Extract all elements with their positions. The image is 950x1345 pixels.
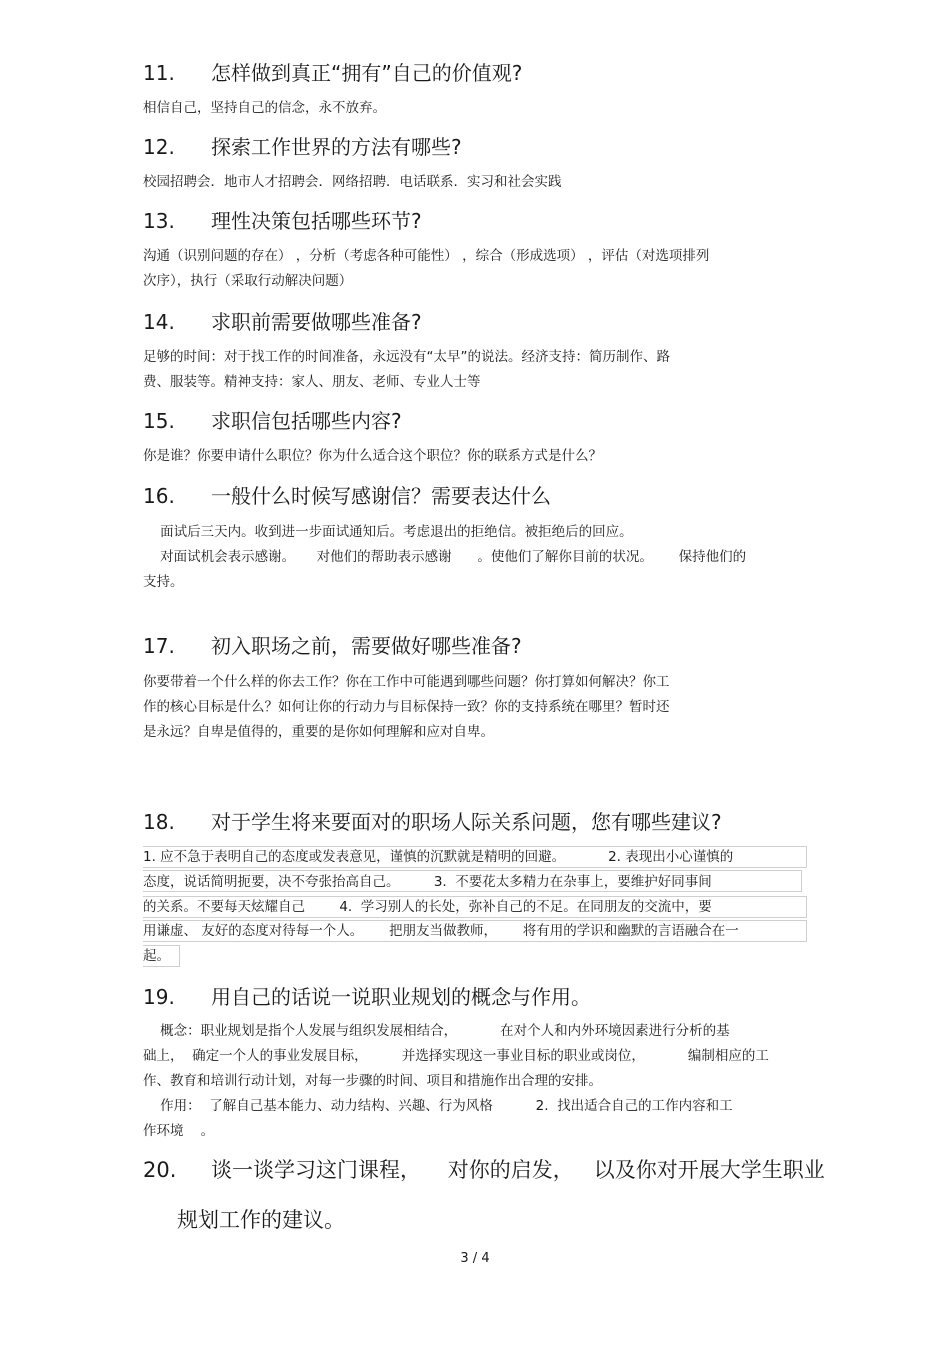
question-number: 16.: [143, 484, 175, 508]
answer-line: 校园招聘会．地市人才招聘会．网络招聘．电话联系．实习和社会实践: [143, 174, 562, 190]
answer-line: 次序），执行（采取行动解决问题）: [143, 273, 353, 289]
answer-line: 起。: [143, 948, 170, 964]
question-12-heading: [143, 135, 462, 159]
question-number: 17.: [143, 634, 175, 658]
question-number: 11.: [143, 61, 175, 85]
question-title: 求职前需要做哪些准备?: [211, 310, 422, 334]
answer-line: 概念：职业规划是指个人发展与组织发展相结合， 在对个人和内外环境因素进行分析的基: [143, 1023, 730, 1039]
question-title: 谈一谈学习这门课程， 对你的启发， 以及你对开展大学生职业: [211, 1158, 825, 1182]
answer-line: 作环境 。: [143, 1123, 215, 1139]
page-number: 3 / 4: [460, 1251, 490, 1266]
question-title: 一般什么时候写感谢信？需要表达什么: [211, 484, 551, 508]
question-17-heading: [143, 634, 522, 658]
answer-line: 是永远？自卑是值得的，重要的是你如何理解和应对自卑。: [143, 724, 494, 740]
answer-line: 1. 应不急于表明自己的态度或发表意见，谨慎的沉默就是精明的回避。 2. 表现出小心谨慎的: [143, 849, 734, 865]
question-number: 13.: [143, 209, 175, 233]
question-number: 20.: [143, 1158, 177, 1182]
question-title: 探索工作世界的方法有哪些?: [211, 135, 462, 159]
question-20-heading: [143, 1157, 825, 1183]
question-19-heading: [143, 985, 591, 1009]
question-title-continued: 规划工作的建议。: [177, 1208, 345, 1232]
question-14-heading: [143, 310, 422, 334]
answer-line: 作用： 了解自己基本能力、动力结构、兴趣、行为风格 2. 找出适合自己的工作内容和工: [143, 1098, 733, 1114]
question-16-heading: [143, 484, 551, 508]
question-title: 求职信包括哪些内容?: [211, 409, 402, 433]
answer-line: 沟通（识别问题的存在） ，分析（考虑各种可能性） ，综合（形成选项） ，评估（对选项排列: [143, 248, 710, 264]
question-title: 怎样做到真正“拥有”自己的价值观?: [211, 61, 523, 85]
question-11-heading: [143, 61, 522, 85]
answer-line: 的关系。不要每天炫耀自己 4. 学习别人的长处，弥补自己的不足。在同朋友的交流中，要: [143, 899, 712, 915]
answer-line: 用谦虚、 友好的态度对待每一个人。 把朋友当做教师， 将有用的学识和幽默的言语融合在一: [143, 923, 739, 939]
question-number: 15.: [143, 409, 175, 433]
answer-line: 支持。: [143, 574, 184, 590]
answer-line: 对面试机会表示感谢。 对他们的帮助表示感谢 。使他们了解你目前的状况。 保持他们的: [143, 549, 747, 565]
question-15-heading: [143, 409, 402, 433]
answer-line: 相信自己，坚持自己的信念，永不放弃。: [143, 100, 386, 116]
answer-line: 态度，说话简明扼要，决不夸张抬高自己。 3. 不要花太多精力在杂事上，要维护好同事间: [143, 874, 712, 890]
question-title: 对于学生将来要面对的职场人际关系问题，您有哪些建议?: [211, 810, 722, 834]
answer-line: 你是谁？你要申请什么职位？你为什么适合这个职位？你的联系方式是什么？: [143, 448, 602, 464]
question-title: 初入职场之前，需要做好哪些准备?: [211, 634, 522, 658]
answer-line: 础上， 确定一个人的事业发展目标， 并选择实现这一事业目标的职业或岗位， 编制相应的工: [143, 1048, 769, 1064]
answer-line: 足够的时间：对于找工作的时间准备，永远没有“太早”的说法。经济支持：简历制作、路: [143, 349, 670, 365]
question-number: 18.: [143, 810, 175, 834]
answer-line: 你要带着一个什么样的你去工作？你在工作中可能遇到哪些问题？你打算如何解决？你工: [143, 674, 670, 690]
question-number: 14.: [143, 310, 175, 334]
question-18-heading: [143, 810, 722, 834]
question-title: 理性决策包括哪些环节?: [211, 209, 422, 233]
question-13-heading: [143, 209, 422, 233]
question-number: 12.: [143, 135, 175, 159]
question-title: 用自己的话说一说职业规划的概念与作用。: [211, 985, 591, 1009]
answer-line: 面试后三天内。收到进一步面试通知后。考虑退出的拒绝信。被拒绝后的回应。: [143, 524, 633, 540]
question-number: 19.: [143, 985, 175, 1009]
answer-line: 作、教育和培训行动计划，对每一步骤的时间、项目和措施作出合理的安排。: [143, 1073, 602, 1089]
answer-line: 作的核心目标是什么？如何让你的行动力与目标保持一致？你的支持系统在哪里？暂时还: [143, 699, 670, 715]
answer-line: 费、服装等。精神支持：家人、朋友、老师、专业人士等: [143, 374, 481, 390]
